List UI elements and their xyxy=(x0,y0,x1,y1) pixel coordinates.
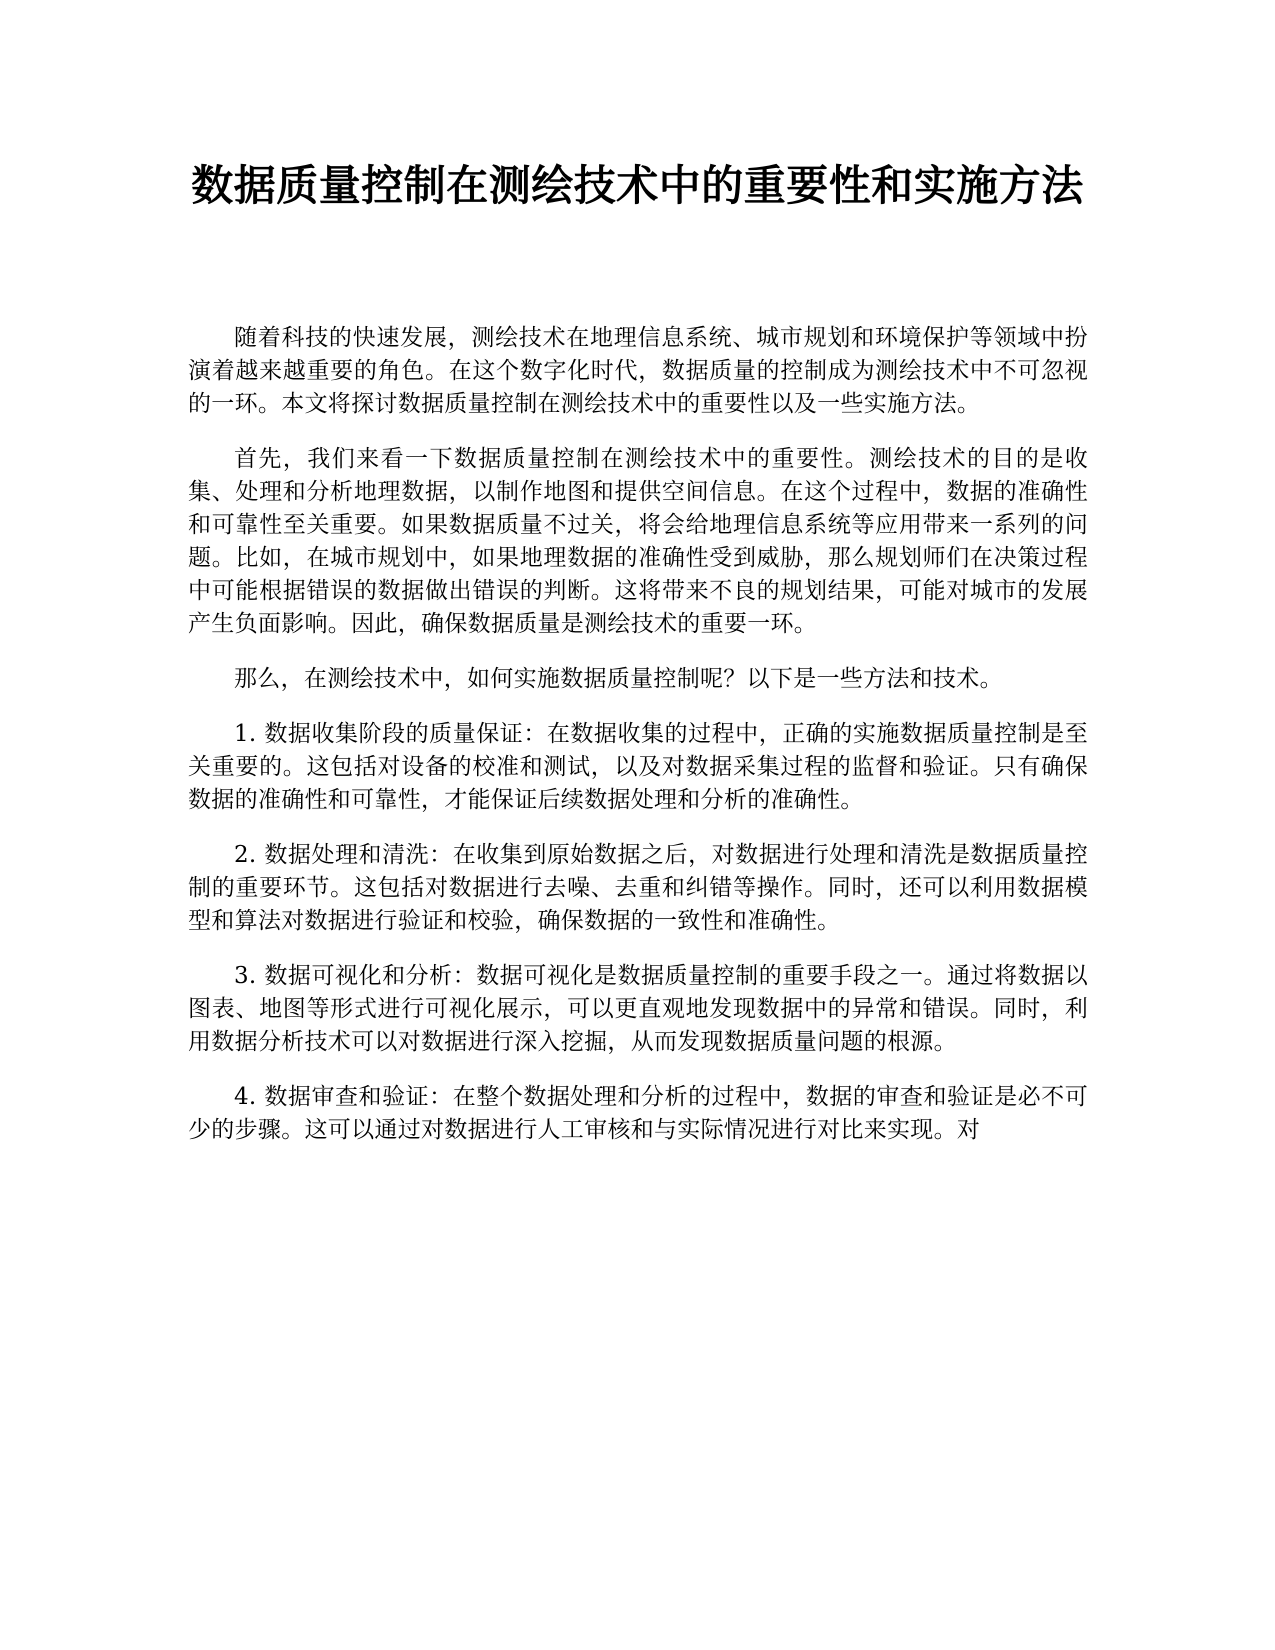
document-body xyxy=(188,322,1088,1169)
paragraph-method-2: 2. 数据处理和清洗：在收集到原始数据之后，对数据进行处理和清洗是数据质量控制的重要环节。这包括对数据进行去噪、去重和纠错等操作。同时，还可以利用数据模型和算法对数据进行验证和校验，确保数据的一致性和准确性。 xyxy=(188,842,1088,934)
paragraph-importance: 首先，我们来看一下数据质量控制在测绘技术中的重要性。测绘技术的目的是收集、处理和分析地理数据，以制作地图和提供空间信息。在这个过程中，数据的准确性和可靠性至关重要。如果数据质量不过关，将会给地理信息系统等应用带来一系列的问题。比如，在城市规划中，如果地理数据的准确性受到威胁，那么规划师们在决策过程中可能根据错误的数据做出错误的判断。这将带来不良的规划结果，可能对城市的发展产生负面影响。因此，确保数据质量是测绘技术的重要一环。 xyxy=(188,446,1088,637)
paragraph-intro: 随着科技的快速发展，测绘技术在地理信息系统、城市规划和环境保护等领域中扮演着越来越重要的角色。在这个数字化时代，数据质量的控制成为测绘技术中不可忽视的一环。本文将探讨数据质量控制在测绘技术中的重要性以及一些实施方法。 xyxy=(188,325,1088,417)
paragraph-method-1: 1. 数据收集阶段的质量保证：在数据收集的过程中，正确的实施数据质量控制是至关重要的。这包括对设备的校准和测试，以及对数据采集过程的监督和验证。只有确保数据的准确性和可靠性，才能保证后续数据处理和分析的准确性。 xyxy=(188,721,1088,813)
paragraph-methods-intro: 那么，在测绘技术中，如何实施数据质量控制呢？以下是一些方法和技术。 xyxy=(234,666,1003,692)
page-title: 数据质量控制在测绘技术中的重要性和实施方法 xyxy=(191,161,1084,210)
paragraph-method-4: 4. 数据审查和验证：在整个数据处理和分析的过程中，数据的审查和验证是必不可少的步骤。这可以通过对数据进行人工审核和与实际情况进行对比来实现。对 xyxy=(188,1084,1088,1143)
paragraph-method-3: 3. 数据可视化和分析：数据可视化是数据质量控制的重要手段之一。通过将数据以图表、地图等形式进行可视化展示，可以更直观地发现数据中的异常和错误。同时，利用数据分析技术可以对数据进行深入挖掘，从而发现数据质量问题的根源。 xyxy=(188,963,1088,1055)
